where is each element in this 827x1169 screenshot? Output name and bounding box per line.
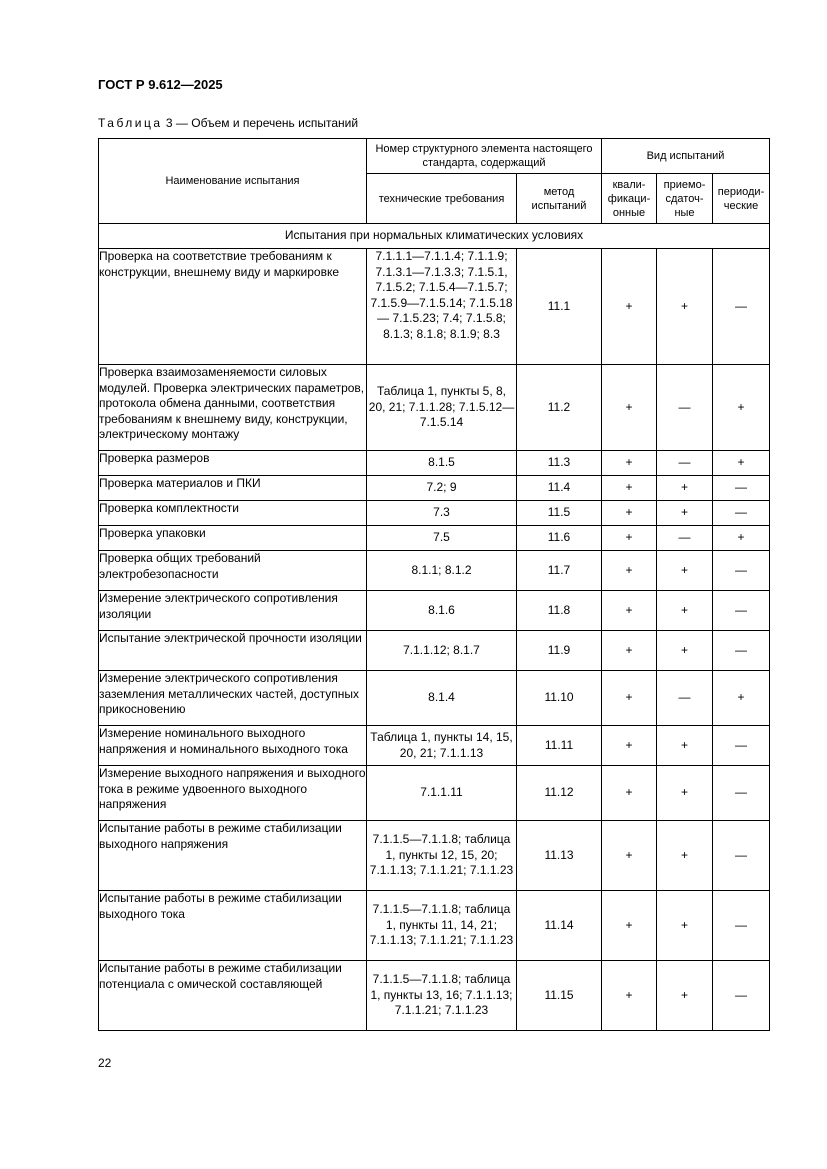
test-name-cell: Измерение электрического сопротивления заземления металлических частей, доступных прикосновению [99, 671, 367, 726]
test-name-cell: Проверка упаковки [99, 526, 367, 551]
qualification-cell: + [602, 766, 657, 821]
tech-req-cell: 8.1.5 [367, 451, 517, 476]
header-acceptance: приемо-сдаточ-ные [657, 174, 713, 224]
periodic-cell: — [713, 249, 770, 365]
qualification-cell: + [602, 526, 657, 551]
qualification-cell: + [602, 476, 657, 501]
qualification-cell: + [602, 631, 657, 671]
tech-req-cell: 7.5 [367, 526, 517, 551]
acceptance-cell: + [657, 961, 713, 1031]
table-row [99, 365, 770, 451]
tech-req-cell: 8.1.6 [367, 591, 517, 631]
table-row [99, 766, 770, 821]
header-name: Наименование испытания [99, 139, 367, 224]
periodic-cell: + [713, 671, 770, 726]
header-test-kinds: Вид испытаний [602, 139, 770, 174]
tech-req-cell: 7.1.1.5—7.1.1.8; таблица 1, пункты 13, 16; 7.1.1.13; 7.1.1.21; 7.1.1.23 [367, 961, 517, 1031]
caption-number: 3 [165, 116, 173, 130]
test-name-cell: Проверка материалов и ПКИ [99, 476, 367, 501]
tech-req-cell: 7.1.1.5—7.1.1.8; таблица 1, пункты 11, 14, 21; 7.1.1.13; 7.1.1.21; 7.1.1.23 [367, 891, 517, 961]
periodic-cell: + [713, 365, 770, 451]
method-cell: 11.3 [517, 451, 602, 476]
test-name-cell: Испытание работы в режиме стабилизации выходного напряжения [99, 821, 367, 891]
tests-table [98, 138, 770, 1031]
qualification-cell: + [602, 891, 657, 961]
table-row [99, 631, 770, 671]
header-structural-element: Номер структурного элемента настоящего стандарта, содержащий [367, 139, 602, 174]
table-row [99, 961, 770, 1031]
tech-req-cell: 7.1.1.5—7.1.1.8; таблица 1, пункты 12, 15, 20; 7.1.1.13; 7.1.1.21; 7.1.1.23 [367, 821, 517, 891]
table-row [99, 591, 770, 631]
tech-req-cell: 8.1.1; 8.1.2 [367, 551, 517, 591]
method-cell: 11.11 [517, 726, 602, 766]
test-name-cell: Испытание работы в режиме стабилизации потенциала с омической составляющей [99, 961, 367, 1031]
method-cell: 11.10 [517, 671, 602, 726]
method-cell: 11.7 [517, 551, 602, 591]
test-name-cell: Проверка общих требований электробезопасности [99, 551, 367, 591]
page-number: 22 [98, 1056, 112, 1070]
table-row [99, 451, 770, 476]
test-name-cell: Испытание работы в режиме стабилизации выходного тока [99, 891, 367, 961]
table-row [99, 249, 770, 365]
test-name-cell: Измерение электрического сопротивления изоляции [99, 591, 367, 631]
periodic-cell: — [713, 476, 770, 501]
table-row [99, 526, 770, 551]
acceptance-cell: + [657, 631, 713, 671]
acceptance-cell: + [657, 551, 713, 591]
test-name-cell: Проверка размеров [99, 451, 367, 476]
qualification-cell: + [602, 821, 657, 891]
method-cell: 11.6 [517, 526, 602, 551]
acceptance-cell: — [657, 526, 713, 551]
table-caption [98, 116, 358, 130]
periodic-cell: — [713, 551, 770, 591]
acceptance-cell: — [657, 671, 713, 726]
periodic-cell: — [713, 961, 770, 1031]
test-name-cell: Испытание электрической прочности изоляции [99, 631, 367, 671]
method-cell: 11.5 [517, 501, 602, 526]
header-tech-req: технические требования [367, 174, 517, 224]
tech-req-cell: 7.1.1.11 [367, 766, 517, 821]
table-row [99, 501, 770, 526]
acceptance-cell: + [657, 891, 713, 961]
periodic-cell: — [713, 501, 770, 526]
header-method: метод испытаний [517, 174, 602, 224]
acceptance-cell: + [657, 766, 713, 821]
caption-label: Таблица [98, 116, 163, 130]
method-cell: 11.1 [517, 249, 602, 365]
tech-req-cell: 7.2; 9 [367, 476, 517, 501]
table-row [99, 891, 770, 961]
periodic-cell: — [713, 631, 770, 671]
acceptance-cell: + [657, 726, 713, 766]
header-qualification: квали-фикаци-онные [602, 174, 657, 224]
table-row [99, 726, 770, 766]
acceptance-cell: + [657, 249, 713, 365]
method-cell: 11.14 [517, 891, 602, 961]
qualification-cell: + [602, 365, 657, 451]
table-row [99, 671, 770, 726]
method-cell: 11.4 [517, 476, 602, 501]
caption-title: — Объем и перечень испытаний [172, 116, 359, 130]
table-row [99, 476, 770, 501]
periodic-cell: — [713, 726, 770, 766]
periodic-cell: + [713, 526, 770, 551]
acceptance-cell: + [657, 501, 713, 526]
qualification-cell: + [602, 451, 657, 476]
acceptance-cell: + [657, 476, 713, 501]
tech-req-cell: 7.1.1.1—7.1.1.4; 7.1.1.9; 7.1.3.1—7.1.3.3; 7.1.5.1, 7.1.5.2; 7.1.5.4—7.1.5.7; 7.1.5.9—7.1.5.14; 7.1.5.18— 7.1.5.23; 7.4; 7.1.5.8; 8.1.3; 8.1.8; 8.1.9; 8.3 [367, 249, 517, 365]
periodic-cell: — [713, 591, 770, 631]
test-name-cell: Измерение номинального выходного напряжения и номинального выходного тока [99, 726, 367, 766]
section-title: Испытания при нормальных климатических условиях [99, 224, 770, 249]
qualification-cell: + [602, 961, 657, 1031]
document-title: ГОСТ Р 9.612—2025 [98, 77, 223, 92]
method-cell: 11.15 [517, 961, 602, 1031]
method-cell: 11.12 [517, 766, 602, 821]
method-cell: 11.8 [517, 591, 602, 631]
periodic-cell: — [713, 821, 770, 891]
qualification-cell: + [602, 249, 657, 365]
test-name-cell: Измерение выходного напряжения и выходного тока в режиме удвоенного выходного напряжения [99, 766, 367, 821]
table-row [99, 551, 770, 591]
periodic-cell: + [713, 451, 770, 476]
test-name-cell: Проверка на соответствие требованиям к конструкции, внешнему виду и маркировке [99, 249, 367, 365]
qualification-cell: + [602, 551, 657, 591]
method-cell: 11.2 [517, 365, 602, 451]
tech-req-cell: Таблица 1, пункты 5, 8, 20, 21; 7.1.1.28; 7.1.5.12—7.1.5.14 [367, 365, 517, 451]
acceptance-cell: — [657, 451, 713, 476]
test-name-cell: Проверка взаимозаменяемости силовых модулей. Проверка электрических параметров, протокола обмена данными, соответствия требованиям к внешнему виду, конструкции, электрическому монтажу [99, 365, 367, 451]
qualification-cell: + [602, 501, 657, 526]
qualification-cell: + [602, 591, 657, 631]
method-cell: 11.9 [517, 631, 602, 671]
qualification-cell: + [602, 726, 657, 766]
tech-req-cell: 8.1.4 [367, 671, 517, 726]
tech-req-cell: 7.3 [367, 501, 517, 526]
periodic-cell: — [713, 891, 770, 961]
method-cell: 11.13 [517, 821, 602, 891]
test-name-cell: Проверка комплектности [99, 501, 367, 526]
tech-req-cell: Таблица 1, пункты 14, 15, 20, 21; 7.1.1.13 [367, 726, 517, 766]
acceptance-cell: + [657, 591, 713, 631]
qualification-cell: + [602, 671, 657, 726]
header-periodic: периоди-ческие [713, 174, 770, 224]
periodic-cell: — [713, 766, 770, 821]
acceptance-cell: — [657, 365, 713, 451]
acceptance-cell: + [657, 821, 713, 891]
tech-req-cell: 7.1.1.12; 8.1.7 [367, 631, 517, 671]
table-row [99, 821, 770, 891]
